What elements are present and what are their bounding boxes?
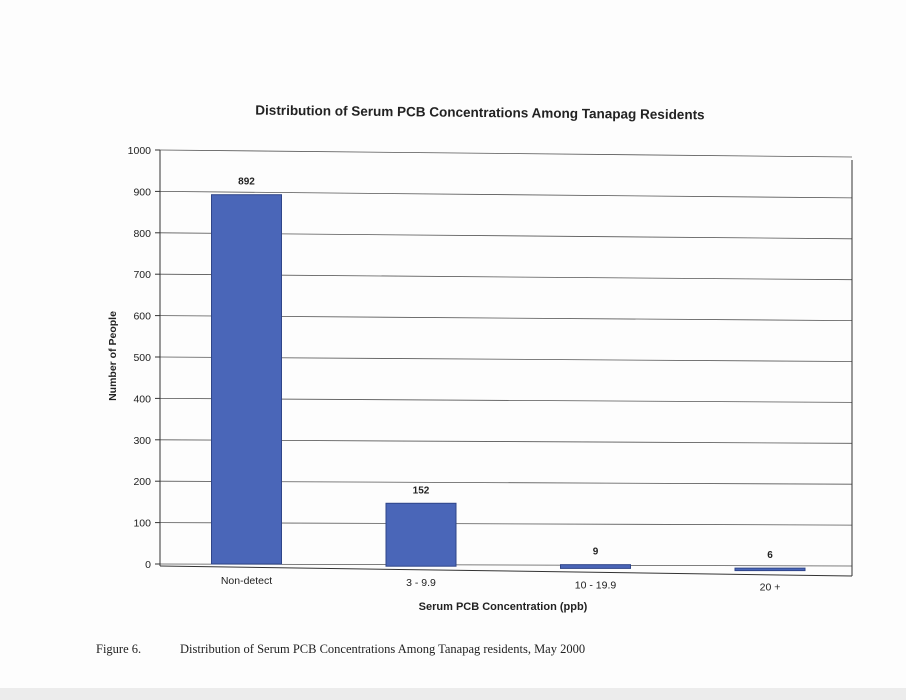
bar-2: [561, 565, 631, 569]
x-axis-label: Serum PCB Concentration (ppb): [418, 601, 588, 613]
y-tick-label: 500: [133, 352, 151, 364]
data-label-1: 152: [412, 485, 430, 497]
y-tick-label: 400: [133, 393, 151, 406]
chart-title: Distribution of Serum PCB Concentrations Among Tanapag Residents: [255, 102, 705, 123]
x-tick-label-0: Non-detect: [220, 575, 273, 587]
y-tick-label: 600: [133, 310, 151, 323]
y-tick-label: 700: [133, 269, 151, 282]
caption-text: Distribution of Serum PCB Concentrations Among Tanapag residents, May 2000: [180, 642, 586, 656]
y-axis-label: Number of People: [107, 311, 119, 401]
y-tick-label: 1000: [127, 145, 151, 157]
y-tick-label: 800: [133, 227, 151, 240]
data-label-0: 892: [238, 176, 255, 188]
bars: [212, 195, 806, 571]
bar-1: [386, 503, 456, 566]
y-tick-label: 300: [133, 434, 151, 447]
y-tick-label: 100: [133, 517, 151, 530]
figure-number: Figure 6.: [96, 642, 142, 656]
y-tick-label: 200: [133, 476, 151, 489]
gridline: [160, 150, 852, 157]
bar-0: [212, 195, 282, 564]
y-tick-label: 900: [133, 186, 151, 199]
y-tick-label: 0: [145, 559, 151, 571]
figure-caption: [96, 642, 796, 657]
x-tick-label-3: 20 +: [759, 581, 781, 594]
x-tick-label-2: 10 - 19.9: [574, 579, 617, 592]
bar-3: [735, 568, 805, 570]
x-tick-label-1: 3 - 9.9: [406, 577, 436, 590]
data-label-3: 6: [767, 550, 773, 562]
data-label-2: 9: [592, 546, 599, 558]
